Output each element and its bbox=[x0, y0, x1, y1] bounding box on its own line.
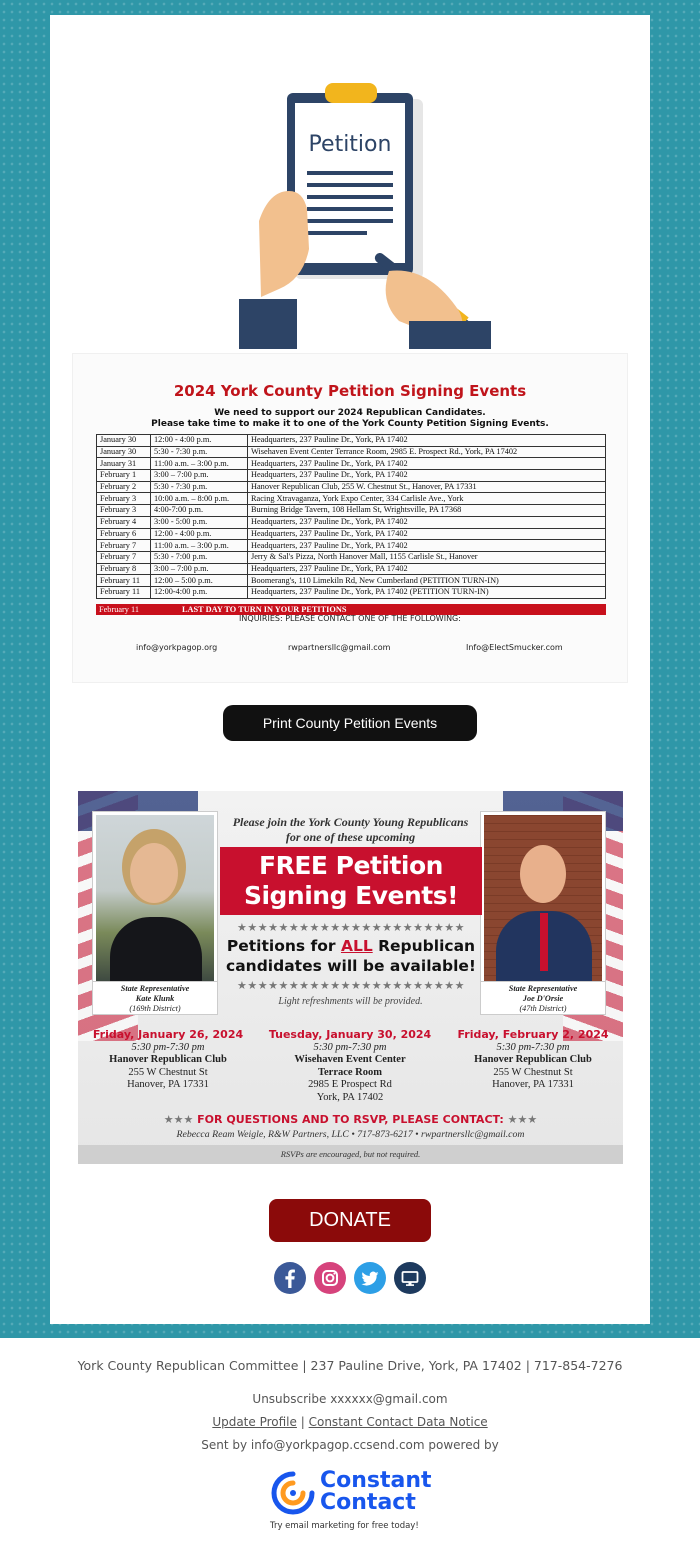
row-time: 10:00 a.m. – 8:00 p.m. bbox=[151, 493, 248, 505]
row-location: Headquarters, 237 Pauline Dr., York, PA 17402 bbox=[248, 528, 606, 540]
footer-address: York County Republican Committee | 237 Pauline Drive, York, PA 17402 | 717-854-7276 bbox=[77, 1358, 623, 1373]
petition-events-flyer bbox=[72, 353, 628, 683]
email-card bbox=[50, 15, 650, 1324]
stars-divider-bottom: ★★★★★★★★★★★★★★★★★★★★★★ bbox=[237, 980, 465, 992]
table-row bbox=[97, 516, 606, 528]
event-address: 255 W Chestnut St bbox=[493, 1066, 573, 1078]
row-date: February 3 bbox=[97, 493, 151, 505]
availability-text bbox=[218, 936, 484, 976]
row-time: 12:00 – 5:00 p.m. bbox=[151, 575, 248, 587]
row-date: February 4 bbox=[97, 516, 151, 528]
avail-post: Republican bbox=[372, 937, 476, 955]
rsvp-stars-right: ★★★ bbox=[507, 1113, 538, 1126]
table-row bbox=[97, 446, 606, 458]
event-address: 2985 E Prospect Rd bbox=[308, 1079, 392, 1090]
free-events-banner bbox=[220, 847, 482, 915]
table-row bbox=[97, 528, 606, 540]
row-date: February 11 bbox=[97, 586, 151, 598]
constant-contact-logo-icon[interactable] bbox=[270, 1470, 316, 1516]
petition-board-title: Petition bbox=[308, 132, 392, 157]
event-city: Hanover, PA 17331 bbox=[127, 1079, 209, 1090]
table-row bbox=[97, 586, 606, 598]
footer-link-separator: | bbox=[300, 1415, 305, 1429]
event-venue: Hanover Republican Club bbox=[474, 1054, 592, 1065]
rep-caption-right bbox=[480, 981, 606, 1015]
petition-illustration bbox=[239, 81, 491, 349]
row-location: Headquarters, 237 Pauline Dr., York, PA 17402 bbox=[248, 563, 606, 575]
row-location: Hanover Republican Club, 255 W. Chestnut St., Hanover, PA 17331 bbox=[248, 481, 606, 493]
event-block bbox=[443, 1029, 623, 1092]
row-location: Wisehaven Event Center Terrance Room, 2985 E. Prospect Rd., York, PA 17402 bbox=[248, 446, 606, 458]
banner-line-1: FREE Petition bbox=[259, 851, 443, 880]
rep-photo-right bbox=[480, 811, 606, 987]
avail-line-2: candidates will be available! bbox=[226, 957, 476, 975]
row-date: January 30 bbox=[97, 446, 151, 458]
event-date: Friday, February 2, 2024 bbox=[457, 1028, 609, 1041]
row-time: 3:00 – 7:00 p.m. bbox=[151, 563, 248, 575]
footer-links bbox=[0, 1415, 700, 1429]
row-time: 11:00 a.m. – 3:00 p.m. bbox=[151, 540, 248, 552]
event-venue-room: Terrace Room bbox=[317, 1066, 383, 1078]
row-location: Headquarters, 237 Pauline Dr., York, PA 17402 bbox=[248, 540, 606, 552]
row-location: Burning Bridge Tavern, 108 Hellam St, Wrightsville, PA 17368 bbox=[248, 505, 606, 517]
cc-tagline[interactable]: Try email marketing for free today! bbox=[270, 1521, 419, 1531]
rsvp-contact: Rebecca Ream Weigle, R&W Partners, LLC • 717-873-6217 • rwpartnersllc@gmail.com bbox=[176, 1129, 525, 1140]
row-location: Headquarters, 237 Pauline Dr., York, PA 17402 (PETITION TURN-IN) bbox=[248, 586, 606, 598]
row-time: 12:00 - 4:00 p.m. bbox=[151, 435, 248, 447]
rsvp-heading-text: FOR QUESTIONS AND TO RSVP, PLEASE CONTACT: bbox=[197, 1113, 504, 1126]
contact-email-1: info@yorkpagop.org bbox=[136, 643, 218, 652]
donate-button[interactable]: DONATE bbox=[269, 1199, 431, 1242]
row-time: 3:00 – 7:00 p.m. bbox=[151, 470, 248, 482]
row-time: 4:00-7:00 p.m. bbox=[151, 505, 248, 517]
twitter-icon[interactable] bbox=[354, 1262, 386, 1294]
row-location: Headquarters, 237 Pauline Dr., York, PA 17402 bbox=[248, 435, 606, 447]
row-location: Headquarters, 237 Pauline Dr., York, PA 17402 bbox=[248, 470, 606, 482]
events-table bbox=[96, 434, 606, 599]
row-time: 12:00-4:00 p.m. bbox=[151, 586, 248, 598]
cc-line-1: Constant bbox=[320, 1468, 432, 1493]
event-venue: Wisehaven Event Center bbox=[294, 1054, 406, 1065]
instagram-icon[interactable] bbox=[314, 1262, 346, 1294]
table-row bbox=[97, 470, 606, 482]
rep-photo-left bbox=[92, 811, 218, 987]
event-block bbox=[78, 1029, 258, 1092]
row-date: February 6 bbox=[97, 528, 151, 540]
row-date: February 7 bbox=[97, 551, 151, 563]
rsvp-footer-note: RSVPs are encouraged, but not required. bbox=[78, 1145, 623, 1164]
row-location: Headquarters, 237 Pauline Dr., York, PA 17402 bbox=[248, 516, 606, 528]
event-city: Hanover, PA 17331 bbox=[492, 1079, 574, 1090]
row-date: January 31 bbox=[97, 458, 151, 470]
event-time: 5:30 pm-7:30 pm bbox=[496, 1041, 570, 1053]
table-row bbox=[97, 575, 606, 587]
table-row bbox=[97, 540, 606, 552]
event-date: Tuesday, January 30, 2024 bbox=[268, 1028, 432, 1041]
row-time: 5:30 - 7:30 p.m. bbox=[151, 481, 248, 493]
rep-left-district: (169th District) bbox=[129, 1004, 181, 1013]
flyer-subtitle: We need to support our 2024 Republican Candidates. bbox=[214, 408, 486, 418]
row-date: February 1 bbox=[97, 470, 151, 482]
rep-caption-left bbox=[92, 981, 218, 1015]
row-location: Jerry & Sal's Pizza, North Hanover Mall, 1155 Carlisle St., Hanover bbox=[248, 551, 606, 563]
facebook-icon[interactable] bbox=[274, 1262, 306, 1294]
refreshments-note: Light refreshments will be provided. bbox=[278, 996, 423, 1007]
contact-email-3: Info@ElectSmucker.com bbox=[466, 643, 563, 652]
rep-right-district: (47th District) bbox=[519, 1004, 567, 1013]
table-row bbox=[97, 458, 606, 470]
banner-line-2: Signing Events! bbox=[243, 881, 459, 910]
last-day-date: February 11 bbox=[99, 605, 140, 614]
table-row bbox=[97, 505, 606, 517]
row-location: Boomerang's, 110 Limekiln Rd, New Cumberland (PETITION TURN-IN) bbox=[248, 575, 606, 587]
event-city: York, PA 17402 bbox=[316, 1091, 384, 1103]
row-date: February 3 bbox=[97, 505, 151, 517]
avail-pre: Petitions for bbox=[226, 937, 341, 955]
row-location: Racing Xtravaganza, York Expo Center, 334 Carlisle Ave., York bbox=[248, 493, 606, 505]
event-block bbox=[260, 1029, 440, 1104]
table-row bbox=[97, 551, 606, 563]
rep-right-title: State Representative bbox=[508, 984, 578, 993]
constant-contact-wordmark[interactable] bbox=[320, 1470, 432, 1514]
table-row bbox=[97, 481, 606, 493]
event-date: Friday, January 26, 2024 bbox=[92, 1028, 244, 1041]
row-date: February 2 bbox=[97, 481, 151, 493]
print-events-button[interactable]: Print County Petition Events bbox=[223, 705, 477, 741]
flyer-subtitle-2: Please take time to make it to one of the York County Petition Signing Events. bbox=[151, 419, 549, 429]
row-location: Headquarters, 237 Pauline Dr., York, PA 17402 bbox=[248, 458, 606, 470]
row-date: February 7 bbox=[97, 540, 151, 552]
rsvp-stars-left: ★★★ bbox=[163, 1113, 194, 1126]
row-time: 5:30 - 7:30 p.m. bbox=[151, 446, 248, 458]
event-time: 5:30 pm-7:30 pm bbox=[313, 1041, 387, 1053]
flyer-title: 2024 York County Petition Signing Events bbox=[173, 382, 527, 400]
table-row bbox=[97, 493, 606, 505]
row-time: 11:00 a.m. – 3:00 p.m. bbox=[151, 458, 248, 470]
rep-right-name: Joe D'Orsie bbox=[522, 994, 564, 1003]
rsvp-heading bbox=[78, 1113, 623, 1126]
row-date: February 8 bbox=[97, 563, 151, 575]
cc-line-2: Contact bbox=[320, 1490, 416, 1515]
sent-by-text: Sent by info@yorkpagop.ccsend.com powered by bbox=[201, 1438, 499, 1452]
event-venue: Hanover Republican Club bbox=[109, 1054, 227, 1065]
rep-left-title: State Representative bbox=[120, 984, 190, 993]
young-republicans-flyer bbox=[78, 791, 623, 1164]
row-time: 3:00 - 5:00 p.m. bbox=[151, 516, 248, 528]
event-time: 5:30 pm-7:30 pm bbox=[131, 1041, 205, 1053]
rep-left-name: Kate Klunk bbox=[135, 994, 175, 1003]
event-address: 255 W Chestnut St bbox=[128, 1066, 208, 1078]
row-date: January 30 bbox=[97, 435, 151, 447]
stars-divider-top: ★★★★★★★★★★★★★★★★★★★★★★ bbox=[237, 922, 465, 934]
table-row bbox=[97, 435, 606, 447]
row-time: 12:00 - 4:00 p.m. bbox=[151, 528, 248, 540]
website-icon[interactable] bbox=[394, 1262, 426, 1294]
unsubscribe-link[interactable]: Unsubscribe xxxxxx@gmail.com bbox=[252, 1392, 448, 1406]
row-date: February 11 bbox=[97, 575, 151, 587]
flyer-intro: Please join the York County Young Republicans for one of these upcoming bbox=[232, 815, 469, 844]
avail-all: ALL bbox=[340, 937, 373, 955]
table-row bbox=[97, 563, 606, 575]
contact-email-2: rwpartnersllc@gmail.com bbox=[288, 643, 391, 652]
update-profile-link[interactable]: Update Profile bbox=[212, 1415, 297, 1429]
row-time: 5:30 - 7:00 p.m. bbox=[151, 551, 248, 563]
data-notice-link[interactable]: Constant Contact Data Notice bbox=[308, 1415, 488, 1429]
last-day-message: LAST DAY TO TURN IN YOUR PETITIONS bbox=[182, 605, 347, 614]
inquiries-text: INQUIRIES: PLEASE CONTACT ONE OF THE FOLLOWING: bbox=[239, 614, 461, 623]
